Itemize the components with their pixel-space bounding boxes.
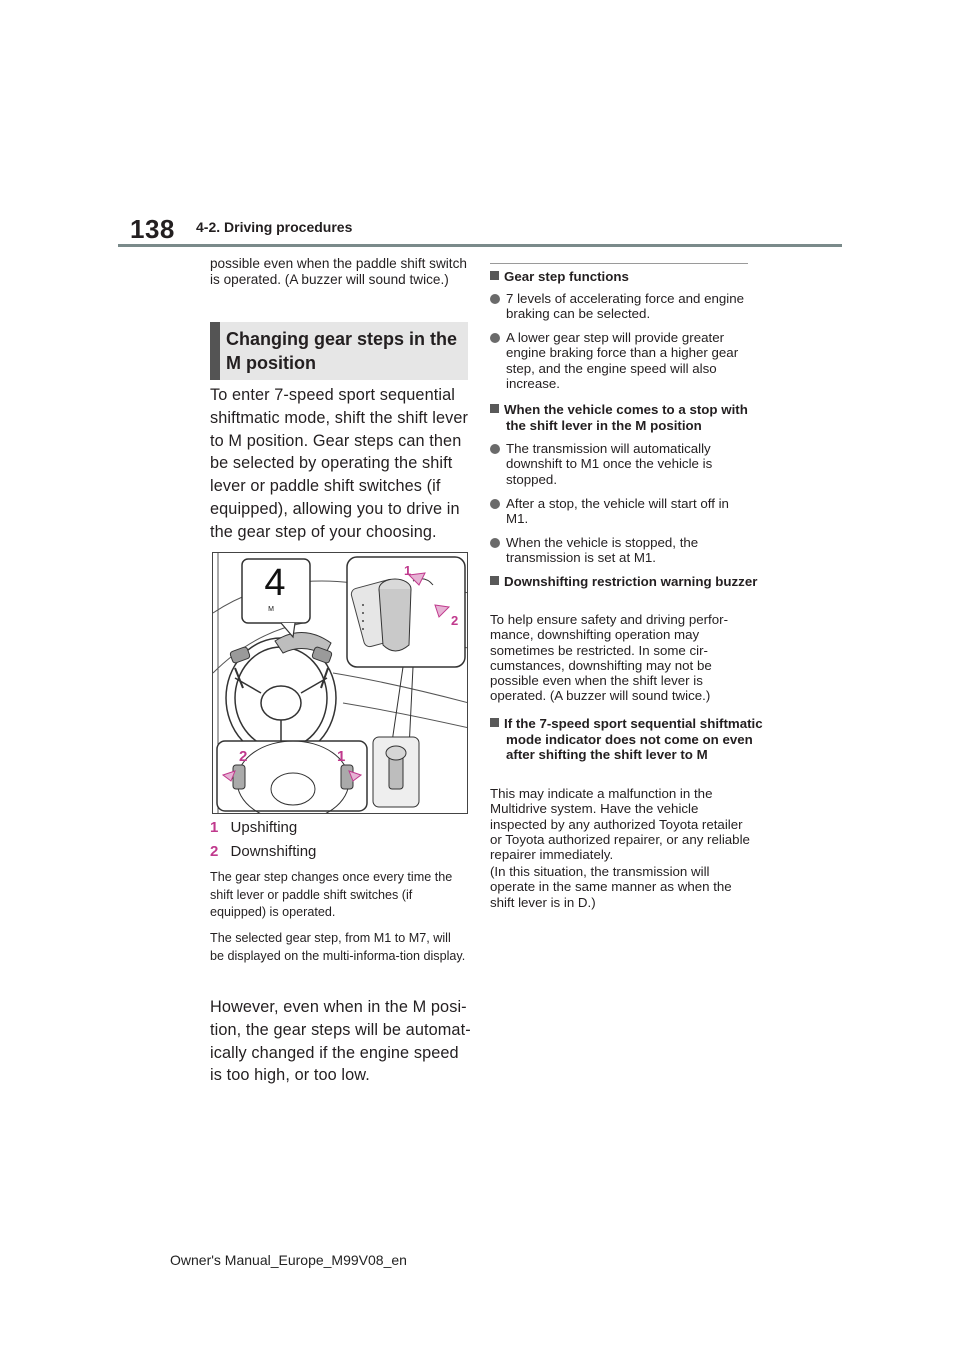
callout-1-paddle: 1 <box>337 748 346 765</box>
shift-illustration <box>213 553 468 814</box>
square-bullet-icon <box>490 718 499 727</box>
legend-label: Upshifting <box>230 819 298 836</box>
display-digit: 4 <box>264 562 286 604</box>
square-bullet-icon <box>490 576 499 585</box>
paragraph-malfunction: This may indicate a malfunction in the Multidrive system. Have the vehicle inspected by any authorized Toyota retailer or Toyota authorized repairer, or any reliable repairer immediately. <box>490 786 750 863</box>
body-paragraph: To enter 7-speed sport sequential shiftmatic mode, shift the shift lever to M position. Gear steps can then be selected by operating the shift lever or paddle shift switches (if equipped), allowing you to drive in the gear step of your choosing. <box>210 386 469 541</box>
legend-item-downshifting <box>210 843 472 860</box>
bullet-item: A lower gear step will provide greater engine braking force than a higher gear step, and the engine speed will also increase. <box>490 330 750 391</box>
callout-1-lever: 1 <box>404 563 412 578</box>
bullet-icon <box>490 294 500 304</box>
intro-text: possible even when the paddle shift switch is operated. (A buzzer will sound twice.) <box>210 256 467 287</box>
heading-bar <box>210 322 220 380</box>
bullet-icon <box>490 444 500 454</box>
legend-num: 2 <box>210 843 219 860</box>
bullet-item: 7 levels of accelerating force and engine braking can be selected. <box>490 291 750 322</box>
paragraph-situation: (In this situation, the transmission will operate in the same manner as when the shift lever is in D.) <box>490 864 732 910</box>
section-title: 4-2. Driving procedures <box>196 219 353 235</box>
legend-item-upshifting <box>210 819 472 836</box>
subheading-gear-step: Gear step functions <box>490 269 750 285</box>
callout-2-paddle: 2 <box>239 748 248 765</box>
body-paragraph-2: However, even when in the M posi-tion, the gear steps will be automat-ically changed if the engine speed is too high, or too low. <box>210 998 471 1085</box>
subheading-indicator: If the 7-speed sport sequential shiftmatic mode indicator does not come on even after shifting the shift lever to M <box>490 716 766 763</box>
illustration <box>212 552 468 814</box>
note-gear-step: The gear step changes once every time the shift lever or paddle shift switches (if equipped) is operated. <box>210 870 453 920</box>
page-number: 138 <box>130 214 175 244</box>
subheading-buzzer: Downshifting restriction warning buzzer <box>490 574 766 590</box>
subheading-stop: When the vehicle comes to a stop with the shift lever in the M position <box>490 402 766 433</box>
square-bullet-icon <box>490 404 499 413</box>
legend-num: 1 <box>210 819 219 836</box>
legend-label: Downshifting <box>230 843 317 860</box>
footer: Owner's Manual_Europe_M99V08_en <box>170 1252 407 1268</box>
bullet-icon <box>490 499 500 509</box>
bullet-item: The transmission will automatically downshift to M1 once the vehicle is stopped. <box>490 441 750 487</box>
bullet-item: After a stop, the vehicle will start off in M1. <box>490 496 750 527</box>
header-rule <box>118 244 842 247</box>
bullet-item: When the vehicle is stopped, the transmission is set at M1. <box>490 535 750 566</box>
callout-2-lever: 2 <box>451 613 459 628</box>
column-rule <box>490 263 748 264</box>
bullet-icon <box>490 333 500 343</box>
bullet-icon <box>490 538 500 548</box>
square-bullet-icon <box>490 271 499 280</box>
display-mode: M <box>268 606 274 613</box>
section-heading: Changing gear steps in the M position <box>226 329 458 373</box>
paragraph-buzzer: To help ensure safety and driving perfor-mance, downshifting operation may sometimes be restricted. In some cir-cumstances, downshifting may not be possible even when the shift lever is operated. (A buzzer will sound twice.) <box>490 612 728 704</box>
note-display: The selected gear step, from M1 to M7, will be displayed on the multi-informa-tion display. <box>210 931 466 963</box>
